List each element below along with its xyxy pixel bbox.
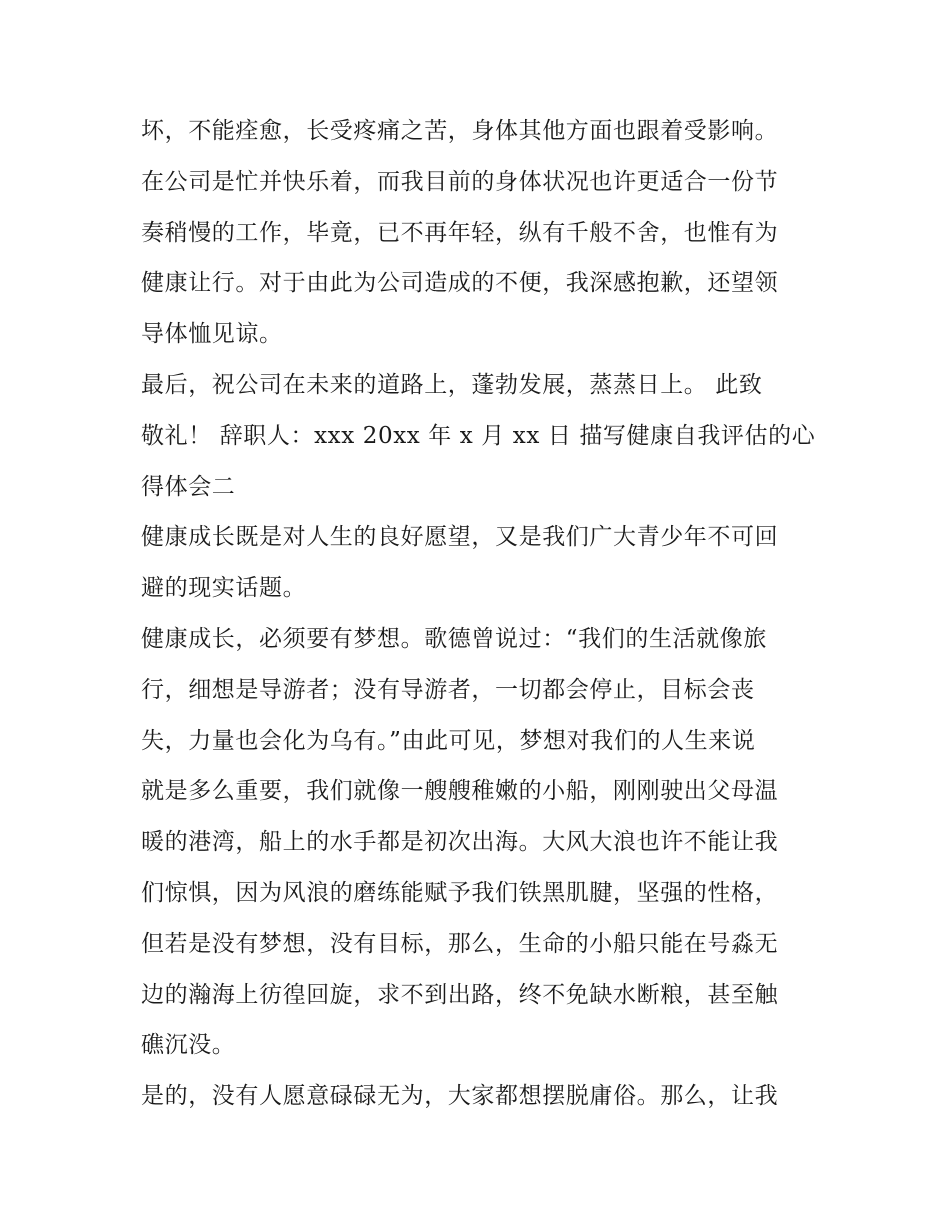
text-line: 边的瀚海上彷徨回旋，求不到出路，终不免缺水断粮，甚至触 xyxy=(141,981,779,1008)
text-line: 避的现实话题。 xyxy=(141,575,307,602)
text-line: 们惊惧，因为风浪的磨练能赋予我们铁黑肌腱，坚强的性格， xyxy=(141,879,779,906)
text-line: 是的，没有人愿意碌碌无为，大家都想摆脱庸俗。那么，让我 xyxy=(141,1083,779,1110)
text-line: 礁沉没。 xyxy=(141,1032,236,1059)
text-line: 在公司是忙并快乐着，而我目前的身体状况也许更适合一份节 xyxy=(141,168,779,195)
text-line: 敬礼！ 辞职人：xxx 20xx 年 x 月 xx 日 描写健康自我评估的心 xyxy=(141,422,816,449)
text-line: 坏，不能痊愈，长受疼痛之苦，身体其他方面也跟着受影响。 xyxy=(141,118,779,144)
text-line: 健康成长既是对人生的良好愿望，又是我们广大青少年不可回 xyxy=(141,524,779,551)
text-line: 但若是没有梦想，没有目标，那么，生命的小船只能在号淼无 xyxy=(141,930,779,957)
text-line: 奏稍慢的工作，毕竟，已不再年轻，纵有千般不舍，也惟有为 xyxy=(141,219,779,246)
document-body xyxy=(141,106,821,1122)
text-line: 失，力量也会化为乌有。”由此可见，梦想对我们的人生来说 xyxy=(141,727,756,754)
text-line: 就是多么重要，我们就像一艘艘稚嫩的小船，刚刚驶出父母温 xyxy=(141,778,779,805)
text-line: 健康让行。对于由此为公司造成的不便，我深感抱歉，还望领 xyxy=(141,270,779,297)
text-line: 行，细想是导游者；没有导游者，一切都会停止，目标会丧 xyxy=(141,676,755,703)
text-line: 健康成长，必须要有梦想。歌德曾说过：“我们的生活就像旅 xyxy=(141,625,767,652)
text-line: 得体会二 xyxy=(141,473,236,500)
text-line: 导体恤见谅。 xyxy=(141,321,283,348)
text-line: 暖的港湾，船上的水手都是初次出海。大风大浪也许不能让我 xyxy=(141,829,779,856)
text-line: 最后，祝公司在未来的道路上，蓬勃发展，蒸蒸日上。 此致 xyxy=(141,371,763,398)
